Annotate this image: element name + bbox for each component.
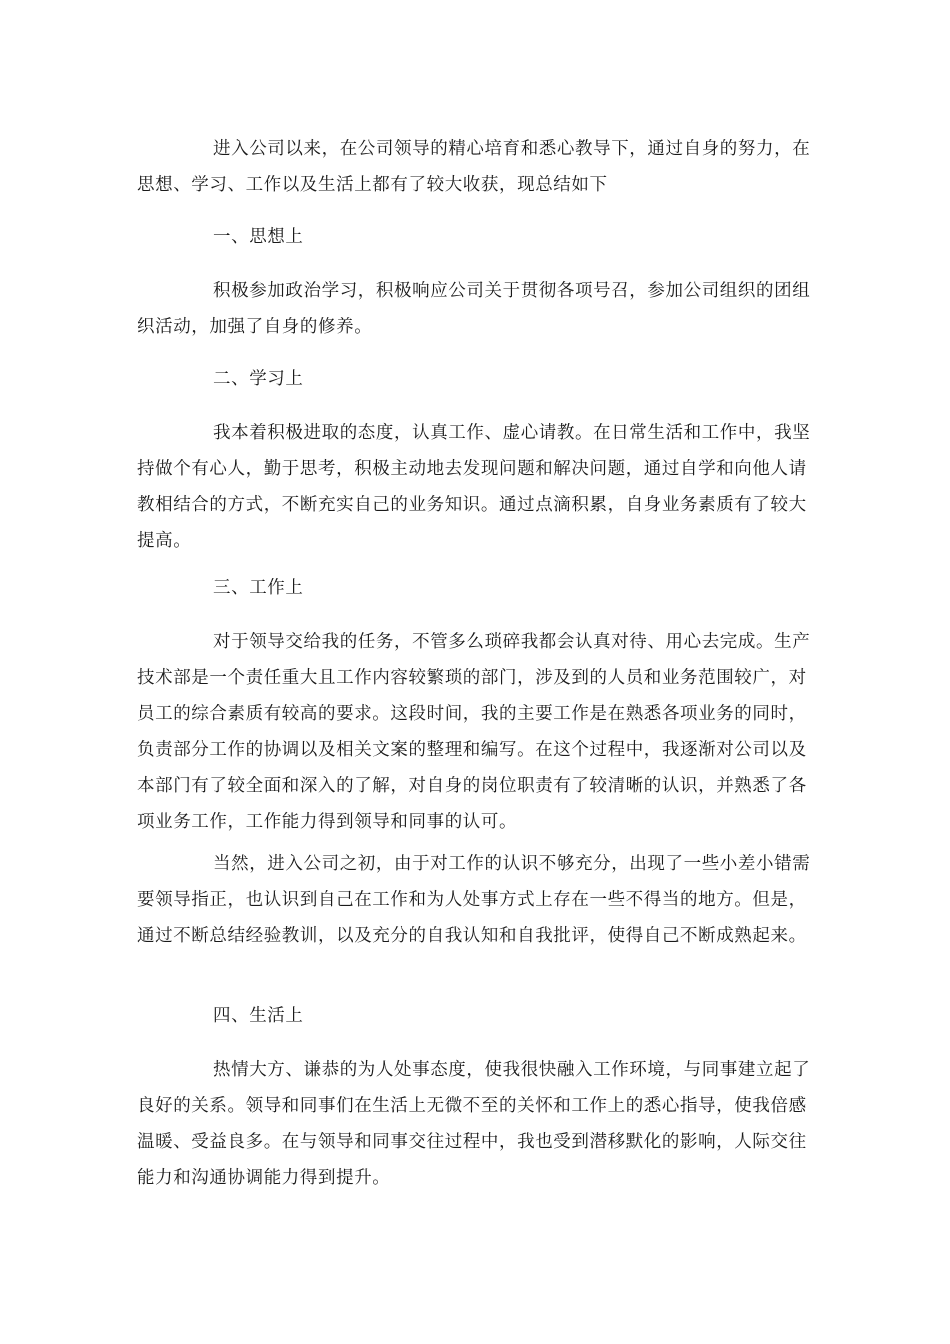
paragraph-work-2: 当然，进入公司之初，由于对工作的认识不够充分，出现了一些小差小错需要领导指正，也认识到自己在工作和为人处事方式上存在一些不得当的地方。但是，通过不断总结经验教训，以及充分的自我认知和自我批评，使得自己不断成熟起来。 — [137, 854, 811, 946]
section-heading-study: 二、学习上 — [213, 369, 304, 389]
paragraph-life: 热情大方、谦恭的为人处事态度，使我很快融入工作环境，与同事建立起了良好的关系。领导和同事们在生活上无微不至的关怀和工作上的悉心指导，使我倍感温暖、受益良多。在与领导和同事交往过程中，我也受到潜移默化的影响，人际交往能力和沟通协调能力得到提升。 — [137, 1060, 811, 1188]
intro-paragraph: 进入公司以来，在公司领导的精心培育和悉心教导下，通过自身的努力，在思想、学习、工作以及生活上都有了较大收获，现总结如下 — [137, 139, 811, 195]
paragraph-thought: 积极参加政治学习，积极响应公司关于贯彻各项号召，参加公司组织的团组织活动，加强了自身的修养。 — [137, 281, 811, 337]
paragraph-work-1: 对于领导交给我的任务，不管多么琐碎我都会认真对待、用心去完成。生产技术部是一个责任重大且工作内容较繁琐的部门，涉及到的人员和业务范围较广，对员工的综合素质有较高的要求。这段时间，我的主要工作是在熟悉各项业务的同时，负责部分工作的协调以及相关文案的整理和编写。在这个过程中，我逐渐对公司以及本部门有了较全面和深入的了解，对自身的岗位职责有了较清晰的认识，并熟悉了各项业务工作，工作能力得到领导和同事的认可。 — [137, 632, 811, 832]
section-heading-thought: 一、思想上 — [213, 227, 304, 247]
paragraph-study: 我本着积极进取的态度，认真工作、虚心请教。在日常生活和工作中，我坚持做个有心人，勤于思考，积极主动地去发现问题和解决问题，通过自学和向他人请教相结合的方式，不断充实自己的业务知识。通过点滴积累，自身业务素质有了较大提高。 — [137, 423, 811, 551]
section-heading-work: 三、工作上 — [213, 578, 304, 598]
section-heading-life: 四、生活上 — [213, 1006, 304, 1026]
